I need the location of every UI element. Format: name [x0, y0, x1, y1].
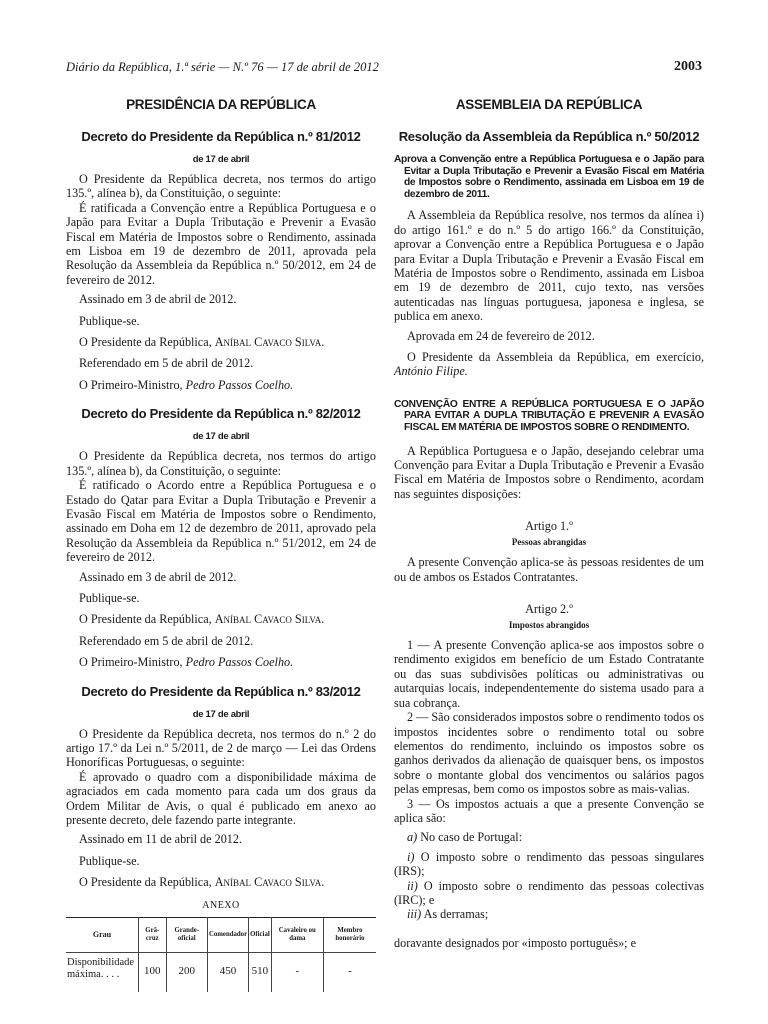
table-cell: -	[323, 952, 376, 992]
item-ii: ii) O imposto sobre o rendimento das pessoas colectivas (IRC); e	[394, 878, 704, 907]
decree-83-president: O Presidente da República, Aníbal Cavaco Silva.	[79, 875, 325, 890]
decree-81-date: de 17 de abril	[192, 154, 250, 165]
pm-name: Pedro Passos Coelho.	[185, 655, 294, 670]
item-iii: iii) As derramas;	[407, 907, 489, 922]
decree-83-body-1: O Presidente da República decreta, nos termos do n.º 2 do artigo 17.º da Lei n.º 5/2011, de 2 de março — Lei das Ordens Honoríficas Portuguesas, o seguinte:	[66, 726, 376, 770]
decree-81-publish: Publique-se.	[79, 313, 140, 328]
anexo-table	[66, 917, 376, 992]
decree-82-signed: Assinado em 3 de abril de 2012.	[79, 569, 237, 584]
resolution-body: A Assembleia da República resolve, nos termos da alínea i) do artigo 161.º e do n.º 5 do artigo 166.º da Constituição, aprovar a Convenção entre a República Portuguesa e o Japão para Evitar a Dupla Tributação e Prevenir a Evasão Fiscal em Matéria de Impostos sobre o Rendimento, assinada em Lisboa em 19 de dezembro de 2011, cujo texto, nas versões autenticadas nas línguas portuguesa, japonesa e inglesa, se publica em anexo.	[394, 208, 704, 324]
section-heading-assembleia: ASSEMBLEIA DA REPÚBLICA	[455, 97, 643, 112]
president-name: Aníbal Cavaco Silva.	[214, 612, 325, 627]
left-column	[66, 94, 376, 992]
convention-tail: doravante designados por «imposto português»; e	[394, 935, 637, 950]
resolution-signature: O Presidente da Assembleia da República, em exercício, António Filipe.	[394, 350, 704, 379]
decree-83-signed: Assinado em 11 de abril de 2012.	[79, 832, 243, 847]
decree-81-title: Decreto do Presidente da República n.º 81/2012	[81, 129, 361, 144]
decree-81-pm: O Primeiro-Ministro, Pedro Passos Coelho.	[79, 377, 294, 392]
convention-intro: A República Portuguesa e o Japão, desejando celebrar uma Convenção para Evitar a Dupla Tributação e Prevenir a Evasão Fiscal em Matéria de Impostos sobre o Rendimento, acordam nas seguintes disposições:	[394, 443, 704, 501]
signatory-name: António Filipe.	[394, 364, 468, 379]
convention-title: CONVENÇÃO ENTRE A REPÚBLICA PORTUGUESA E O JAPÃO PARA EVITAR A DUPLA TRIBUTAÇÃO E PREVENIR A EVASÃO FISCAL EM MATÉRIA DE IMPOSTOS SOBRE O RENDIMENTO.	[394, 398, 704, 434]
decree-83-title: Decreto do Presidente da República n.º 83/2012	[81, 683, 361, 699]
decree-81-referendado: Referendado em 5 de abril de 2012.	[79, 356, 254, 371]
table-cell: -	[271, 952, 323, 992]
article-1-label: Artigo 1.º	[525, 519, 573, 534]
article-2-heading: Impostos abrangidos	[508, 620, 590, 631]
decree-83-body-2: É aprovado o quadro com a disponibilidade máxima de agraciados em cada momento para cada um dos graus da Ordem Militar de Avis, o qual é publicado em anexo ao presente decreto, dele fazendo parte integrante.	[66, 769, 376, 827]
president-name: Aníbal Cavaco Silva.	[214, 875, 325, 890]
table-cell: 100	[139, 952, 167, 992]
decree-82-referendado: Referendado em 5 de abril de 2012.	[79, 633, 254, 648]
table-header-cell: Comendador	[207, 917, 248, 952]
item-a: a) No caso de Portugal:	[407, 830, 523, 845]
decree-82-pm: O Primeiro-Ministro, Pedro Passos Coelho.	[79, 655, 294, 670]
article-2-para-3: 3 — Os impostos actuais a que a presente Convenção se aplica são:	[394, 796, 704, 825]
section-heading-presidencia: PRESIDÊNCIA DA REPÚBLICA	[126, 97, 316, 112]
decree-81-body-1: O Presidente da República decreta, nos termos do artigo 135.º, alínea b), da Constituição, o seguinte:	[66, 172, 376, 201]
decree-82-body-1: O Presidente da República decreta, nos termos do artigo 135.º, alínea b), da Constituição, o seguinte:	[66, 449, 376, 478]
resolution-title: Resolução da Assembleia da República n.º 50/2012	[398, 129, 700, 144]
right-column	[394, 94, 704, 950]
item-i: i) O imposto sobre o rendimento das pessoas singulares (IRS);	[394, 849, 704, 879]
decree-81-signed: Assinado em 3 de abril de 2012.	[79, 292, 237, 307]
decree-82-title: Decreto do Presidente da República n.º 82/2012	[81, 406, 361, 422]
president-name: Aníbal Cavaco Silva.	[214, 335, 325, 350]
decree-83-date: de 17 de abril	[192, 708, 250, 720]
table-row-label: Disponibilidade máxima. . . .	[66, 952, 139, 992]
table-header-cell: Cavaleiro ou dama	[271, 917, 323, 952]
decree-81-body-2: É ratificada a Convenção entre a República Portuguesa e o Japão para Evitar a Dupla Tributação e Prevenir a Evasão Fiscal em Matéria de Impostos sobre o Rendimento, assinada em Lisboa em 19 de dezembro de 2011, aprovada pela Resolução da Assembleia da República n.º 50/2012, em 24 de fevereiro de 2012.	[66, 200, 376, 287]
table-row	[66, 952, 376, 992]
article-1-text: A presente Convenção aplica-se às pessoas residentes de um ou de ambos os Estados Contratantes.	[394, 555, 704, 584]
table-header-cell: Oficial	[249, 917, 272, 952]
resolution-abstract: Aprova a Convenção entre a República Portuguesa e o Japão para Evitar a Dupla Tributação e Prevenir a Evasão Fiscal em Matéria de Impostos sobre o Rendimento, assinada em Lisboa em 19 de dezembro de 2011.	[394, 154, 704, 200]
decree-82-president: O Presidente da República, Aníbal Cavaco Silva.	[79, 612, 325, 627]
table-cell: 510	[249, 952, 272, 992]
anexo-table-header	[66, 917, 376, 952]
decree-82-publish: Publique-se.	[79, 590, 140, 605]
page-number: 2003	[674, 59, 702, 74]
decree-83-publish: Publique-se.	[79, 853, 140, 868]
table-header-cell: Grã-cruz	[139, 917, 167, 952]
table-header-cell: Grande-oficial	[166, 917, 207, 952]
table-cell: 450	[207, 952, 248, 992]
table-header-cell: Grau	[66, 917, 139, 952]
decree-81-president: O Presidente da República, Aníbal Cavaco Silva.	[79, 335, 325, 350]
decree-82-body-2: É ratificado o Acordo entre a República Portuguesa e o Estado do Qatar para Evitar a Dupla Tributação e Prevenir a Evasão Fiscal em Matéria de Impostos sobre o Rendimento, assinado em Doha em 12 de dezembro de 2011, aprovado pela Resolução da Assembleia da República n.º 51/2012, em 24 de fevereiro de 2012.	[66, 478, 376, 565]
article-2-para-2: 2 — São considerados impostos sobre o rendimento todos os impostos incidentes sobre o rendimento total ou sobre elementos do rendimento, incluindo os impostos sobre os ganhos derivados da alienação de quaisquer bens, os impostos sobre o montante global dos vencimentos ou salários pagos pelas empresas, bem como os impostos sobre as mais-valias.	[394, 710, 704, 797]
table-header-cell: Membro honorário	[323, 917, 376, 952]
anexo-title: ANEXO	[202, 899, 240, 911]
running-head: Diário da República, 1.ª série — N.º 76 — 17 de abril de 2012	[66, 60, 379, 74]
table-cell: 200	[166, 952, 207, 992]
article-1-heading: Pessoas abrangidas	[511, 537, 587, 548]
decree-82-date: de 17 de abril	[192, 431, 250, 443]
article-2-label: Artigo 2.º	[525, 602, 573, 617]
resolution-approved: Aprovada em 24 de fevereiro de 2012.	[407, 328, 595, 343]
article-2-para-1: 1 — A presente Convenção aplica-se aos impostos sobre o rendimento exigidos em benefício de um Estado Contratante ou das suas subdivisões políticas ou administrativas ou autarquias locais, independentemente do sistema usado para a sua cobrança.	[394, 638, 704, 710]
pm-name: Pedro Passos Coelho.	[185, 377, 294, 392]
